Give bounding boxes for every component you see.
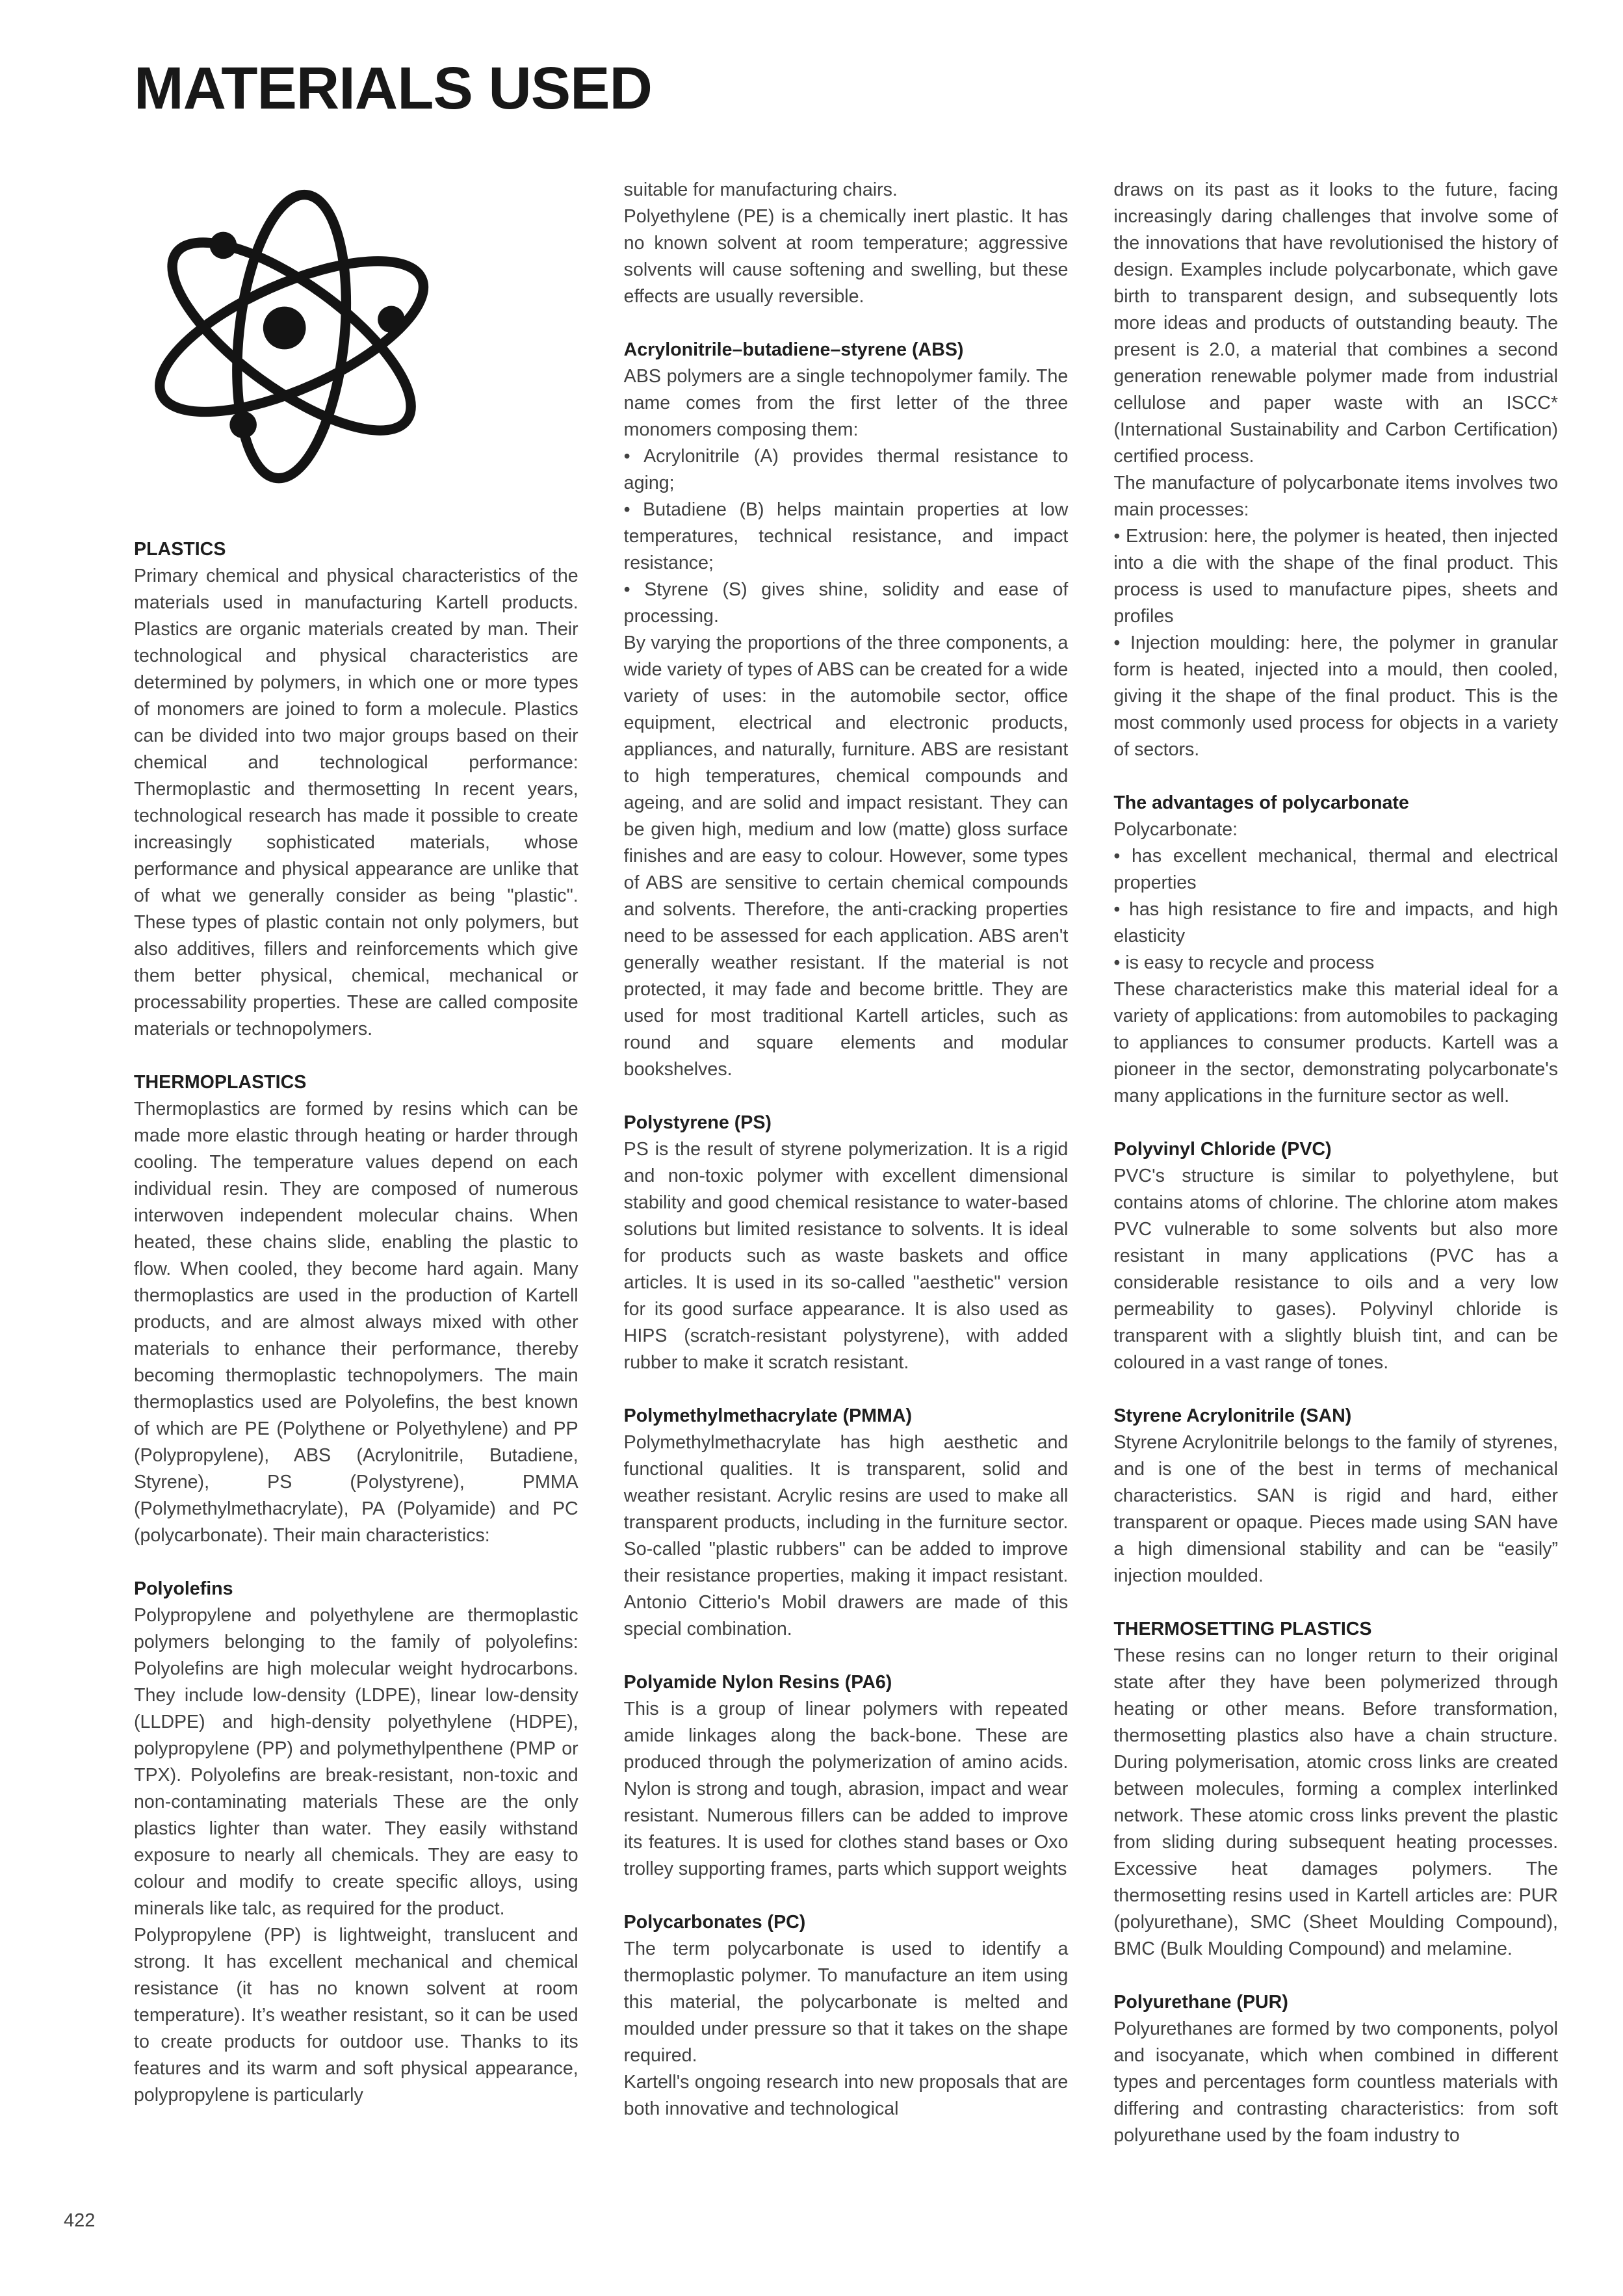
section-heading: THERMOPLASTICS: [134, 1072, 307, 1093]
text-column-2: [624, 177, 1069, 2149]
section-heading: PLASTICS: [134, 539, 226, 560]
text-column-1: [134, 177, 578, 2149]
paragraph: • has excellent mechanical, thermal and electrical properties: [1113, 846, 1559, 893]
paragraph: These resins can no longer return to their original state after they have been polymerized through heating or other means. Before transformation, thermosetting plastics also have a chain structure. During polymerisation, atomic cross links are created between molecules, forming a complex interlinked network. These atomic cross links prevent the plastic from sliding during subsequent heating processes. Excessive heat damages polymers. The thermosetting resins used in Kartell articles are: PUR (polyurethane), SMC (Sheet Moulding Compound), BMC (Bulk Moulding Compound) and melamine.: [1113, 1645, 1559, 1959]
paragraph: Polyethylene (PE) is a chemically inert plastic. It has no known solvent at room temperature; aggressive solvents will cause softening and swelling, but these effects are usually reversible.: [623, 206, 1069, 307]
section-heading: Polyvinyl Chloride (PVC): [1113, 1139, 1332, 1160]
page-number: 422: [64, 2210, 96, 2231]
section-heading: Polymethylmethacrylate (PMMA): [623, 1405, 912, 1426]
paragraph: The term polycarbonate is used to identify a thermoplastic polymer. To manufacture an item using this material, the polycarbonate is melted and moulded under pressure so that it takes on the shape required.: [623, 1938, 1069, 2066]
section-heading: Polyamide Nylon Resins (PA6): [623, 1672, 892, 1693]
section-heading: Polyurethane (PUR): [1113, 1992, 1288, 2013]
paragraph: Polypropylene (PP) is lightweight, translucent and strong. It has excellent mechanical and chemical resistance (it has no known solvent at room temperature). It’s weather resistant, so it can be used to create products for outdoor use. Thanks to its features and its warm and soft physical appearance, polypropylene is particularly: [134, 1925, 578, 2106]
section-heading: Polyolefins: [134, 1578, 233, 1599]
paragraph: By varying the proportions of the three components, a wide variety of types of ABS can be created for a wide variety of uses: in the automobile sector, office equipment, electrical and electronic products, appliances, and naturally, furniture. ABS are resistant to high temperatures, chemical compounds and ageing, and are solid and impact resistant. They can be given high, medium and low (matte) gloss surface finishes and are easy to colour. However, some types of ABS are sensitive to certain chemical compounds and solvents. Therefore, the anti-cracking properties need to be assessed for each application. ABS aren't generally weather resistant. If the material is not protected, it may fade and become brittle. They are used for most traditional Kartell articles, such as round and square elements and modular bookshelves.: [623, 633, 1069, 1080]
atom-icon: [138, 177, 451, 502]
paragraph: Polymethylmethacrylate has high aesthetic and functional qualities. It is transparent, solid and weather resistant. Acrylic resins are used to make all transparent products, including in the furniture sector. So-called "plastic rubbers" can be added to improve their resistance properties, making it impact resistant. Antonio Citterio's Mobil drawers are made of this special combination.: [623, 1432, 1069, 1639]
paragraph: PS is the result of styrene polymerization. It is a rigid and non-toxic polymer with excellent dimensional stability and good chemical resistance to water-based solutions but limited resistance to solvents. It is ideal for products such as waste baskets and office articles. It is used in its so-called "aesthetic" version for its good surface appearance. It is also used as HIPS (scratch-resistant polystyrene), with added rubber to make it scratch resistant.: [623, 1139, 1069, 1373]
section-heading: THERMOSETTING PLASTICS: [1113, 1619, 1372, 1639]
paragraph: • is easy to recycle and process: [1113, 952, 1375, 973]
paragraph: ABS polymers are a single technopolymer family. The name comes from the first letter of the three monomers composing them:: [623, 366, 1069, 440]
paragraph: Polyurethanes are formed by two components, polyol and isocyanate, which when combined in different types and percentages form countless materials with differing and contrasting characteristics: from soft polyurethane used by the foam industry to: [1113, 2018, 1559, 2146]
section-heading: Acrylonitrile–butadiene–styrene (ABS): [623, 339, 964, 360]
paragraph: draws on its past as it looks to the future, facing increasingly daring challenges that involve some of the innovations that have revolutionised the history of design. Examples include polycarbonate, which gave birth to transparent design, and subsequently lots more ideas and products of outstanding beauty. The present is 2.0, a material that combines a second generation renewable polymer made from industrial cellulose and paper waste with an ISCC* (International Sustainability and Carbon Certification) certified process.: [1113, 179, 1559, 467]
paragraph: • Butadiene (B) helps maintain properties at low temperatures, technical resistance, and impact resistance;: [623, 499, 1069, 573]
electron-dot: [210, 232, 237, 259]
content-columns: [134, 177, 1558, 2149]
paragraph: Thermoplastics are formed by resins which can be made more elastic through heating or harder through cooling. The temperature values depend on each individual resin. They are composed of numerous interwoven independent molecular chains. When heated, these chains slide, enabling the plastic to flow. When cooled, they become hard again. Many thermoplastics are used in the production of Kartell products, and are almost always mixed with other materials to enhance their performance, thereby becoming thermoplastic technopolymers. The main thermoplastics used are Polyolefins, the best known of which are PE (Polythene or Polyethylene) and PP (Polypropylene), ABS (Acrylonitrile, Butadiene, Styrene), PS (Polystyrene), PMMA (Polymethylmethacrylate), PA (Polyamide) and PC (polycarbonate). Their main characteristics:: [134, 1099, 578, 1546]
page-title: MATERIALS USED: [134, 55, 652, 122]
paragraph: These characteristics make this material ideal for a variety of applications: from automobiles to packaging to appliances to consumer products. Kartell was a pioneer in the sector, demonstrating polycarbonate's many applications in the furniture sector as well.: [1113, 979, 1559, 1106]
paragraph: PVC's structure is similar to polyethylene, but contains atoms of chlorine. The chlorine atom makes PVC vulnerable to some solvents but also more resistant in many applications (PVC has a considerable resistance to oils and a very low permeability to gases). Polyvinyl chloride is transparent with a slightly bluish tint, and can be coloured in a vast range of tones.: [1113, 1166, 1559, 1373]
section-heading: The advantages of polycarbonate: [1113, 792, 1409, 813]
section-heading: Polystyrene (PS): [623, 1112, 772, 1133]
paragraph: Polypropylene and polyethylene are thermoplastic polymers belonging to the family of polyolefins: Polyolefins are high molecular weight hydrocarbons. They include low-density (LDPE), linear low-density (LLDPE) and high-density polyethylene (HDPE), polypropylene (PP) and polymethylpenthene (PMP or TPX). Polyolefins are break-resistant, non-toxic and non-contaminating materials These are the only plastics lighter than water. They easily withstand exposure to nearly all chemicals. They are easy to colour and modify to create specific alloys, using minerals like talc, as required for the product.: [134, 1605, 578, 1919]
paragraph: • Acrylonitrile (A) provides thermal resistance to aging;: [623, 446, 1069, 493]
paragraph: • has high resistance to fire and impacts, and high elasticity: [1113, 899, 1559, 946]
text-column-3: [1113, 177, 1558, 2149]
atom-illustration: [138, 177, 578, 510]
section-heading: Styrene Acrylonitrile (SAN): [1113, 1405, 1352, 1426]
paragraph: The manufacture of polycarbonate items involves two main processes:: [1113, 473, 1559, 520]
paragraph: Kartell's ongoing research into new proposals that are both innovative and technological: [623, 2072, 1069, 2119]
paragraph: • Styrene (S) gives shine, solidity and ease of processing.: [623, 579, 1069, 627]
paragraph: suitable for manufacturing chairs.: [623, 179, 898, 200]
electron-dot: [229, 411, 257, 439]
paragraph: Primary chemical and physical characteristics of the materials used in manufacturing Kartell products. Plastics are organic materials created by man. Their technological and physical characteristics are determined by polymers, in which one or more types of monomers are joined to form a molecule. Plastics can be divided into two major groups based on their chemical and technological performance: Thermoplastic and thermosetting In recent years, technological research has made it possible to create increasingly sophisticated materials, whose performance and physical appearance are unlike that of what we generally consider as being "plastic". These types of plastic contain not only polymers, but also additives, fillers and reinforcements which give them better physical, chemical, mechanical or processability properties. These are called composite materials or technopolymers.: [134, 566, 578, 1039]
electron-dot: [378, 306, 405, 333]
paragraph: This is a group of linear polymers with repeated amide linkages along the back-bone. These are produced through the polymerization of amino acids. Nylon is strong and tough, abrasion, impact and wear resistant. Numerous fillers can be added to improve its features. It is used for clothes stand bases or Oxo trolley supporting frames, parts which support weights: [623, 1699, 1069, 1879]
nucleus-dot: [263, 307, 306, 350]
paragraph: • Injection moulding: here, the polymer in granular form is heated, injected into a mould, then cooled, giving it the shape of the final product. This is the most commonly used process for objects in a variety of sectors.: [1113, 633, 1559, 760]
section-heading: Polycarbonates (PC): [623, 1912, 806, 1933]
paragraph: • Extrusion: here, the polymer is heated, then injected into a die with the shape of the final product. This process is used to manufacture pipes, sheets and profiles: [1113, 526, 1559, 627]
paragraph: Styrene Acrylonitrile belongs to the family of styrenes, and is one of the best in terms of mechanical characteristics. SAN is rigid and hard, either transparent or opaque. Pieces made using SAN have a high dimensional stability and can be “easily” injection moulded.: [1113, 1432, 1559, 1586]
paragraph: Polycarbonate:: [1113, 819, 1238, 840]
